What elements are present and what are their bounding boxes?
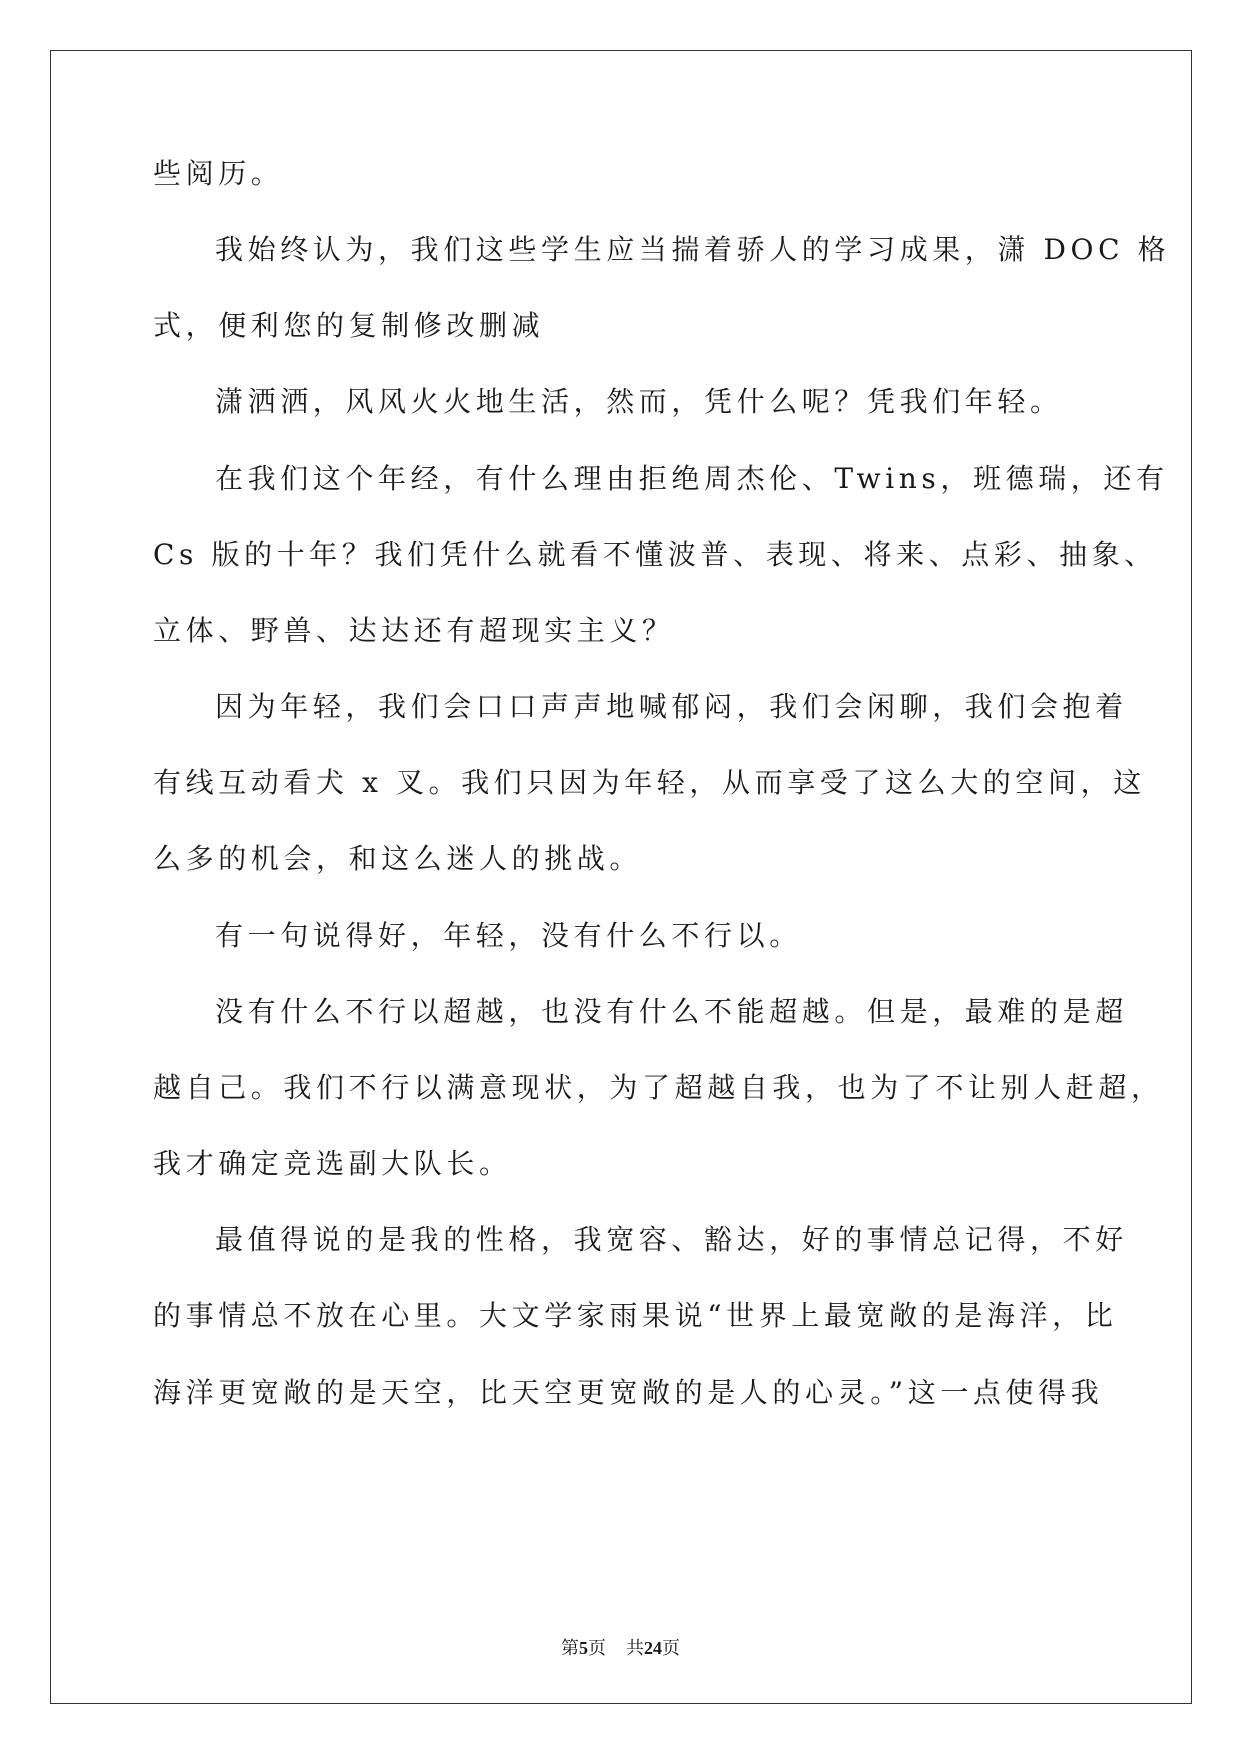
page-prefix: 第: [561, 1638, 579, 1658]
text-line: 在我们这个年经，有什么理由拒绝周杰伦、Twins，班德瑞，还有: [215, 462, 1169, 495]
text-line: 我始终认为，我们这些学生应当揣着骄人的学习成果，潇 DOC 格: [215, 233, 1171, 266]
page-number: 5: [579, 1638, 588, 1658]
text-line: 有一句说得好，年轻，没有什么不行以。: [215, 919, 802, 952]
page-suffix: 页: [588, 1638, 606, 1658]
total-suffix: 页: [662, 1638, 680, 1658]
text-line: 么多的机会，和这么迷人的挑战。: [153, 842, 643, 875]
text-line: Cs 版的十年？我们凭什么就看不懂波普、表现、将来、点彩、抽象、: [153, 538, 1157, 571]
text-line: 没有什么不行以超越，也没有什么不能超越。但是，最难的是超: [215, 995, 1128, 1028]
text-line: 因为年轻，我们会口口声声地喊郁闷，我们会闲聊，我们会抱着: [215, 690, 1128, 723]
text-line: 的事情总不放在心里。大文学家雨果说“世界上最宽敞的是海洋，比: [153, 1299, 1118, 1332]
text-line: 海洋更宽敞的是天空，比天空更宽敞的是人的心灵。”这一点使得我: [153, 1376, 1104, 1409]
text-line: 些阅历。: [153, 157, 284, 190]
text-line: 立体、野兽、达达还有超现实主义？: [153, 614, 675, 647]
total-pages: 24: [644, 1638, 662, 1658]
text-line: 有线互动看犬 x 叉。我们只因为年轻，从而享受了这么大的空间，这: [153, 766, 1146, 799]
text-line: 越自己。我们不行以满意现状，为了超越自我，也为了不让别人赶超，: [153, 1071, 1164, 1104]
page-footer: [0, 1634, 1241, 1660]
text-line: 最值得说的是我的性格，我宽容、豁达，好的事情总记得，不好: [215, 1223, 1128, 1256]
text-line: 我才确定竞选副大队长。: [153, 1147, 512, 1180]
text-line: 潇洒洒，风风火火地生活，然而，凭什么呢？凭我们年轻。: [215, 385, 1063, 418]
text-line: 式，便利您的复制修改删减: [153, 309, 545, 342]
total-prefix: 共: [626, 1638, 644, 1658]
